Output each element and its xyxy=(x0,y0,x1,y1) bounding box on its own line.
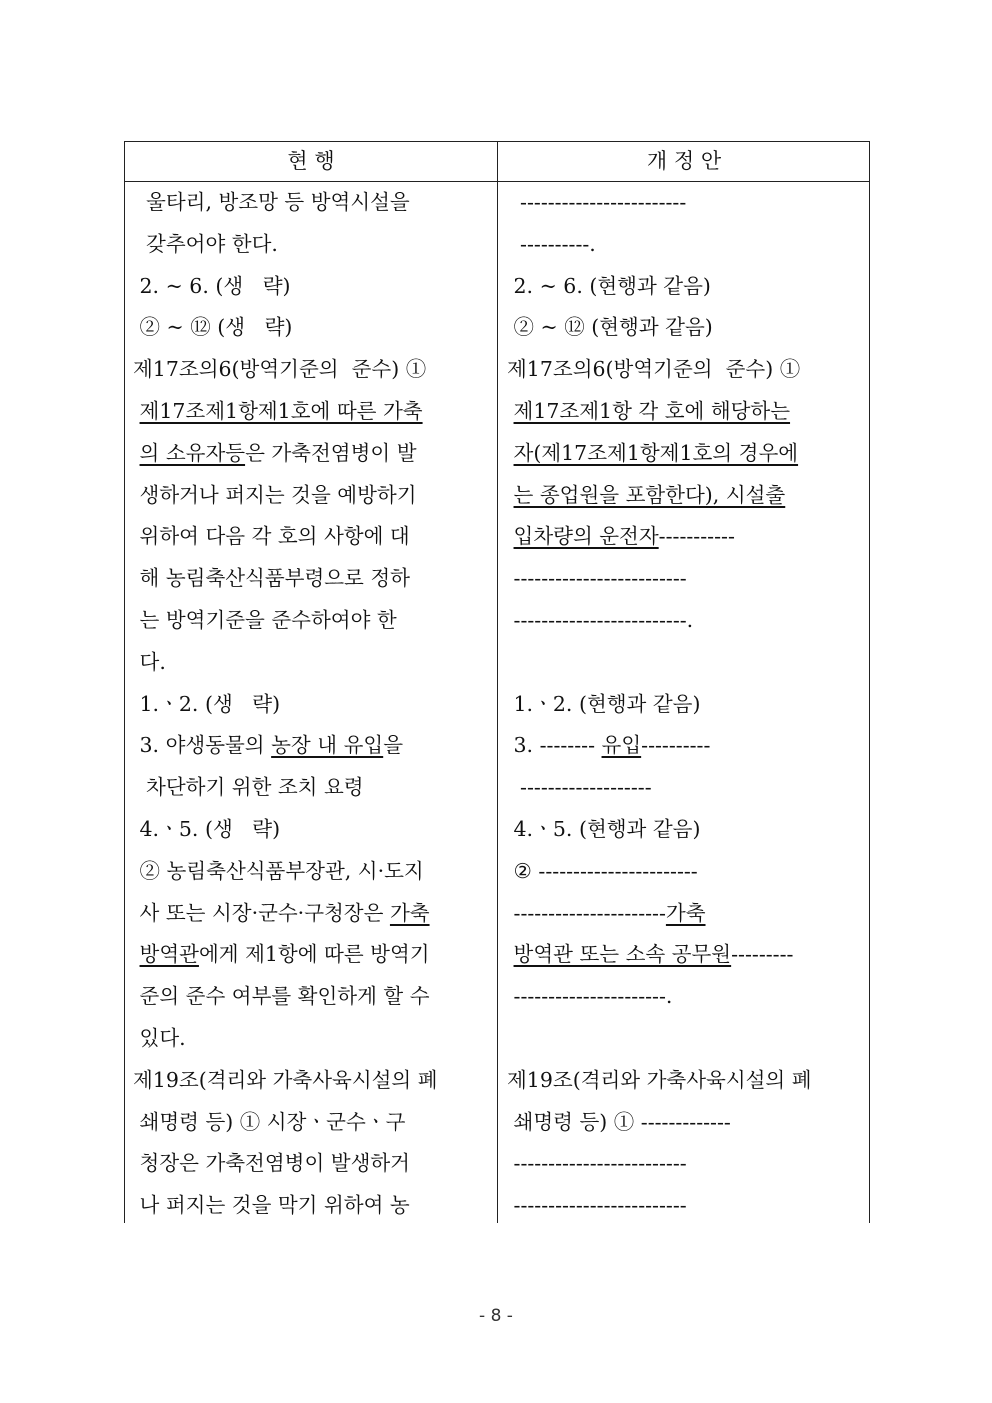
text-segment: ----------. xyxy=(507,231,596,256)
current-law-line xyxy=(133,767,364,808)
text-segment: ② ~ ⑫ (생 략) xyxy=(133,315,293,340)
underlined-text: 방역관 xyxy=(139,942,199,967)
text-segment: ---------- xyxy=(641,733,711,758)
current-law-line xyxy=(133,349,426,390)
amendment-line xyxy=(507,307,713,348)
amendment-line xyxy=(507,433,798,474)
text-segment: 있다. xyxy=(133,1026,186,1050)
text-segment: ② ~ ⑫ (현행과 같음) xyxy=(507,315,713,340)
text-segment: 차단하기 위한 조치 요령 xyxy=(133,775,364,800)
text-segment: 준의 준수 여부를 확인하게 할 수 xyxy=(133,984,430,1009)
amendment-line xyxy=(507,684,700,725)
header-current: 현 행 xyxy=(287,149,335,173)
text-segment: ------------------- xyxy=(507,775,652,800)
amendment-line xyxy=(507,349,800,390)
header-amendment: 개 정 안 xyxy=(646,149,722,173)
text-segment: 1.ㆍ2. (현행과 같음) xyxy=(507,691,701,716)
text-segment: ---------------------- xyxy=(507,900,666,925)
text-segment: 을 xyxy=(383,733,403,758)
current-law-line xyxy=(133,725,403,766)
underlined-text: 자(제17조제1항제1호의 경우에 xyxy=(513,440,799,465)
current-law-line xyxy=(133,307,292,348)
current-law-line xyxy=(133,475,417,516)
text-segment: --------- xyxy=(731,942,794,967)
text-segment: 나 퍼지는 것을 막기 위하여 농 xyxy=(133,1193,410,1218)
text-segment: 사 또는 시장·군수·구청장은 xyxy=(133,900,390,925)
text-segment: 다. xyxy=(133,649,166,674)
text-segment: ------------------------ xyxy=(507,190,687,214)
current-law-line xyxy=(133,558,410,599)
current-law-line xyxy=(133,224,278,265)
current-law-line xyxy=(133,516,410,557)
underlined-text: 가축 xyxy=(665,900,706,925)
current-law-line xyxy=(133,1060,438,1101)
page-number: - 8 - xyxy=(479,1306,513,1326)
underlined-text: 가축 xyxy=(389,900,430,925)
current-law-line xyxy=(133,642,166,683)
amendment-line xyxy=(507,976,672,1017)
text-segment: ------------------------- xyxy=(507,1151,687,1176)
text-segment: 해 농림축산식품부령으로 정하 xyxy=(133,566,410,591)
text-segment: ----------------------. xyxy=(507,984,673,1009)
amendment-line xyxy=(507,893,706,934)
current-law-line xyxy=(133,934,430,975)
amendment-line xyxy=(507,558,687,599)
current-law-line xyxy=(133,851,424,892)
amendment-line xyxy=(507,1102,731,1143)
text-segment: 제17조의6(방역기준의 준수) ① xyxy=(507,357,801,382)
text-segment: ② ----------------------- xyxy=(507,858,698,883)
underlined-text: 는 종업원을 포함한다), 시설출 xyxy=(513,482,786,507)
text-segment: 청장은 가축전염병이 발생하거 xyxy=(133,1151,410,1176)
current-law-line xyxy=(133,1102,405,1143)
text-segment: 위하여 다음 각 호의 사항에 대 xyxy=(133,524,410,549)
text-segment: 4.ㆍ5. (생 략) xyxy=(133,817,281,841)
current-law-line xyxy=(133,1018,186,1059)
underlined-text: 유입 xyxy=(601,733,642,758)
text-segment: 은 가축전염병이 발 xyxy=(245,440,417,465)
current-law-line xyxy=(133,684,280,725)
current-law-line xyxy=(133,893,430,934)
amendment-line xyxy=(507,1060,812,1101)
amendment-line xyxy=(507,851,698,892)
text-segment: 쇄명령 등) ① 시장ㆍ군수ㆍ구 xyxy=(133,1109,406,1134)
text-segment: 4.ㆍ5. (현행과 같음) xyxy=(507,817,701,841)
current-law-line xyxy=(133,809,280,850)
amendment-line xyxy=(507,516,735,557)
text-segment: 제19조(격리와 가축사육시설의 폐 xyxy=(507,1067,812,1092)
underlined-text: 농장 내 유입 xyxy=(271,733,384,758)
text-segment: 에게 제1항에 따른 방역기 xyxy=(198,942,430,967)
underlined-text: 방역관 또는 소속 공무원 xyxy=(513,942,732,967)
column-divider xyxy=(497,142,498,1223)
underlined-text: 의 소유자등 xyxy=(139,440,246,465)
text-segment: 생하거나 퍼지는 것을 예방하기 xyxy=(133,482,417,507)
amendment-line xyxy=(507,934,793,975)
current-law-line xyxy=(133,1185,410,1226)
current-law-line xyxy=(133,976,430,1017)
text-segment: 쇄명령 등) ① ------------- xyxy=(507,1109,731,1134)
text-segment: ② 농림축산식품부장관, 시·도지 xyxy=(133,858,424,883)
amendment-line xyxy=(507,1185,687,1226)
text-segment: 갖추어야 한다. xyxy=(133,231,278,256)
text-segment: 제19조(격리와 가축사육시설의 폐 xyxy=(133,1067,438,1092)
current-law-line xyxy=(133,433,417,474)
text-segment: 3. -------- xyxy=(507,733,602,758)
amendment-line xyxy=(507,767,652,808)
amendment-line xyxy=(507,809,700,850)
amendment-line xyxy=(507,391,790,432)
text-segment: 제17조의6(방역기준의 준수) ① xyxy=(133,357,427,382)
text-segment: 3. 야생동물의 xyxy=(133,733,272,758)
text-segment: 1.ㆍ2. (생 략) xyxy=(133,691,281,716)
text-segment: 울타리, 방조망 등 방역시설을 xyxy=(133,190,410,214)
amendment-line xyxy=(507,725,710,766)
text-segment: 2. ~ 6. (생 략) xyxy=(133,273,291,298)
current-law-line xyxy=(133,1143,410,1184)
current-law-line xyxy=(133,391,423,432)
text-segment: -------------------------. xyxy=(507,608,694,632)
amendment-line xyxy=(507,600,693,641)
current-law-line xyxy=(133,266,291,307)
underlined-text: 제17조제1항제1호에 따른 가축 xyxy=(139,399,423,423)
comparison-table xyxy=(124,141,870,1223)
underlined-text: 제17조제1항 각 호에 해당하는 xyxy=(513,399,791,423)
amendment-line xyxy=(507,475,785,516)
text-segment: ------------------------- xyxy=(507,1193,687,1218)
text-segment: ----------- xyxy=(658,524,735,549)
amendment-line xyxy=(507,182,686,223)
text-segment: 는 방역기준을 준수하여야 한 xyxy=(133,608,397,632)
current-law-line xyxy=(133,182,410,223)
current-law-line xyxy=(133,600,397,641)
text-segment: ------------------------- xyxy=(507,566,687,591)
amendment-line xyxy=(507,224,596,265)
text-segment: 2. ~ 6. (현행과 같음) xyxy=(507,273,711,298)
amendment-line xyxy=(507,266,711,307)
underlined-text: 입차량의 운전자 xyxy=(513,524,659,549)
amendment-line xyxy=(507,1143,687,1184)
